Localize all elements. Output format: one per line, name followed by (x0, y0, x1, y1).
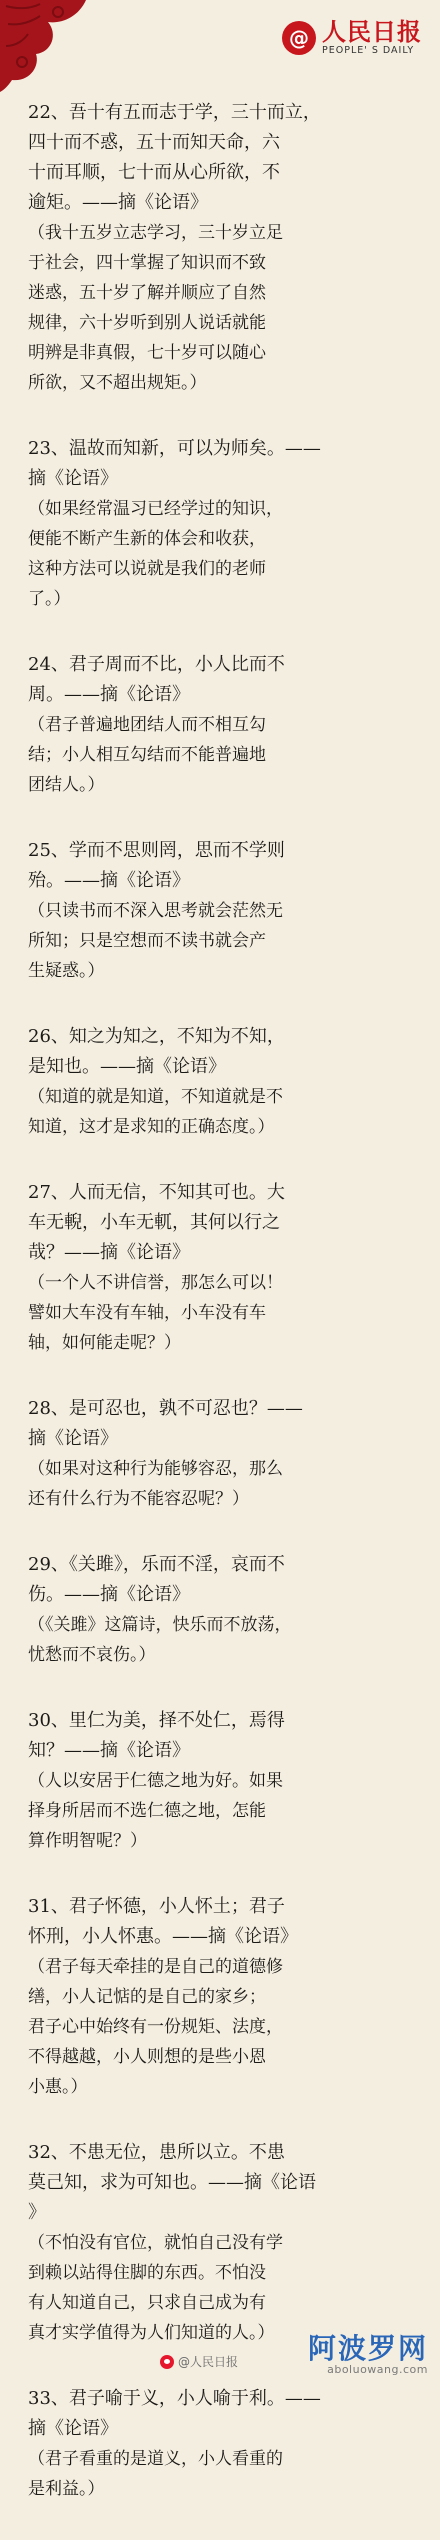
quote-text: 25、学而不思则罔，思而不学则 殆。——摘《论语》 (28, 840, 285, 891)
quote-translation: （《关雎》这篇诗，快乐而不放荡， 忧愁而不哀伤。） (28, 1615, 292, 1665)
quote-entry-27 (28, 1178, 424, 1358)
quote-entry-30 (28, 1706, 424, 1856)
weibo-watermark (160, 2353, 238, 2370)
logo-english-name: PEOPLE' S DAILY (322, 44, 415, 56)
quote-text: 31、君子怀德，小人怀土；君子 怀刑，小人怀惠。——摘《论语》 (28, 1896, 298, 1947)
quote-text: 28、是可忍也，孰不可忍也？—— 摘《论语》 (28, 1398, 303, 1449)
quote-text: 33、君子喻于义，小人喻于利。—— 摘《论语》 (28, 2388, 321, 2439)
quote-text: 32、不患无位，患所以立。不患 莫己知，求为可知也。——摘《论语 》 (28, 2142, 316, 2223)
quote-entry-25 (28, 836, 424, 986)
quote-entry-22 (28, 98, 424, 398)
quote-translation: （如果经常温习已经学过的知识， 便能不断产生新的体会和收获， 这种方法可以说就是我们的老师 了。） (28, 499, 283, 609)
weibo-handle: @人民日报 (178, 2355, 239, 2369)
quote-entry-23 (28, 434, 424, 614)
decorative-cloud-corner (0, 0, 90, 92)
quote-entry-31 (28, 1892, 424, 2102)
site-name: 阿波罗网 (307, 2332, 428, 2365)
quote-text: 22、吾十有五而志于学，三十而立， 四十而不惑，五十而知天命，六 十而耳顺，七十而从心所欲，不 逾矩。——摘《论语》 (28, 102, 321, 213)
logo-chinese-name: 人民日报 (322, 18, 422, 47)
quote-translation: （君子看重的是道义，小人看重的 是利益。） (28, 2449, 283, 2499)
at-sign-icon: @ (282, 21, 316, 55)
quote-text: 30、里仁为美，择不处仁，焉得 知？——摘《论语》 (28, 1710, 285, 1761)
quote-entry-33 (28, 2384, 424, 2504)
quote-entry-28 (28, 1394, 424, 1514)
quote-translation: （不怕没有官位，就怕自己没有学 到赖以站得住脚的东西。不怕没 有人知道自己，只求自己成为有 真才实学值得为人们知道的人。） (28, 2233, 283, 2343)
site-url: aboluowang.com (327, 2363, 428, 2376)
quote-translation: （人以安居于仁德之地为好。如果 择身所居而不选仁德之地，怎能 算作明智呢？） (28, 1771, 283, 1851)
weibo-icon (160, 2355, 174, 2369)
quote-translation: （知道的就是知道，不知道就是不 知道，这才是求知的正确态度。） (28, 1087, 283, 1137)
quote-translation: （君子每天牵挂的是自己的道德修 缮，小人记惦的是自己的家乡； 君子心中始终有一份规矩、法度， 不得越越，小人则想的是些小恩 小惠。） (28, 1957, 283, 2097)
quote-entry-32 (28, 2138, 424, 2348)
footer (0, 2324, 440, 2384)
quote-text: 27、人而无信，不知其可也。大 车无輗，小车无軏，其何以行之 哉？——摘《论语》 (28, 1182, 285, 1263)
quote-translation: （我十五岁立志学习，三十岁立足 于社会，四十掌握了知识而不致 迷惑，五十岁了解并顺应了自然 规律，六十岁听到别人说话就能 明辨是非真假，七十岁可以随心 所欲，又不超出规矩。） (28, 223, 283, 393)
quote-entry-29 (28, 1550, 424, 1670)
quote-translation: （君子普遍地团结人而不相互勾 结；小人相互勾结而不能普遍地 团结人。） (28, 715, 266, 795)
quote-text: 29、《关雎》，乐而不淫，哀而不 伤。——摘《论语》 (28, 1554, 285, 1605)
quote-text: 24、君子周而不比，小人比而不 周。——摘《论语》 (28, 654, 285, 705)
quote-translation: （只读书而不深入思考就会茫然无 所知；只是空想而不读书就会产 生疑惑。） (28, 901, 283, 981)
quote-entry-24 (28, 650, 424, 800)
quote-translation: （一个人不讲信誉，那怎么可以！ 譬如大车没有车轴，小车没有车 轴，如何能走呢？） (28, 1273, 283, 1353)
quote-list (28, 98, 424, 2540)
quote-text: 26、知之为知之，不知为不知， 是知也。——摘《论语》 (28, 1026, 285, 1077)
quote-text: 23、温故而知新，可以为师矣。—— 摘《论语》 (28, 438, 321, 489)
site-watermark (307, 2332, 428, 2376)
quote-translation: （如果对这种行为能够容忍，那么 还有什么行为不能容忍呢？） (28, 1459, 283, 1509)
quote-entry-26 (28, 1022, 424, 1142)
peoples-daily-logo (282, 10, 422, 66)
